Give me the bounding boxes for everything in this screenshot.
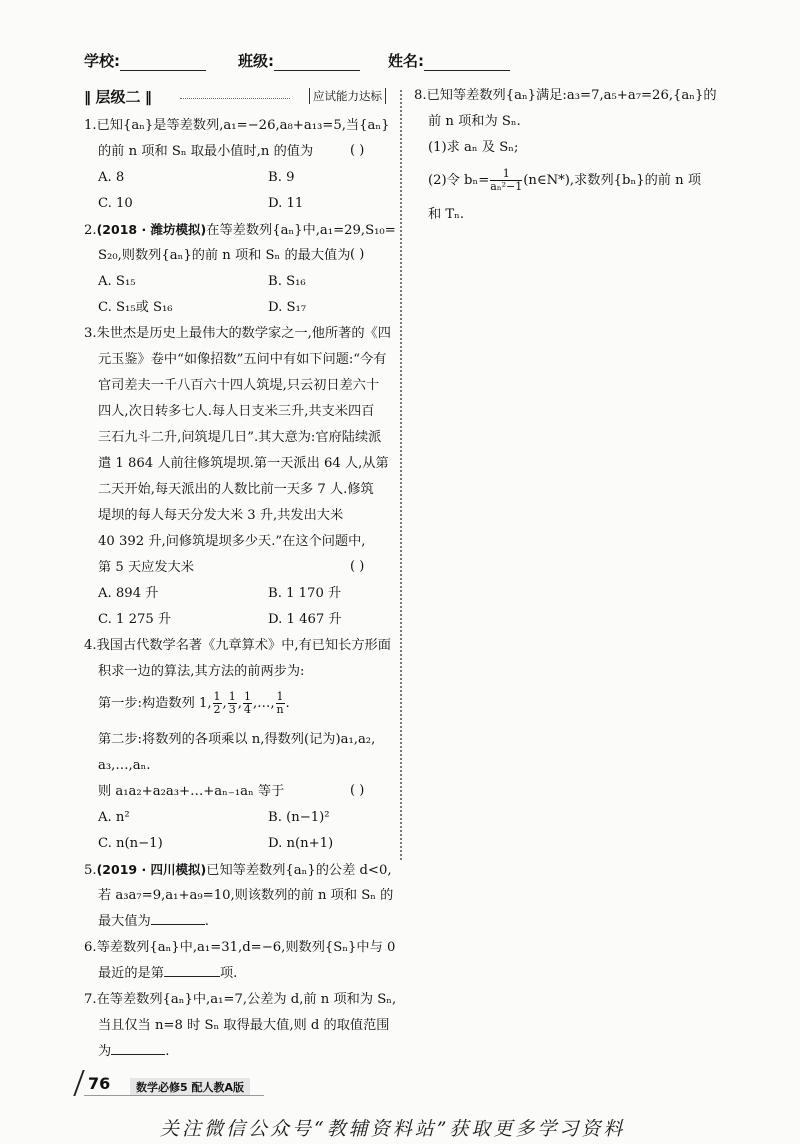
tier-tag: 应试能力达标 — [309, 88, 386, 104]
q1-line-2: 的前 n 项和 Sₙ 取最小值时,n 的值为 — [98, 144, 314, 159]
q3-line: 第 5 天应发大米 — [98, 560, 194, 575]
school-label: 学校: — [84, 52, 120, 70]
fraction-1-4: $\frac{1}{4}$ — [243, 690, 251, 716]
q7-line-1: 7.在等差数列{aₙ}中,a₁=7,公差为 d,前 n 项和为 Sₙ, — [84, 992, 397, 1007]
tier-dotted-rule — [180, 98, 290, 99]
q5-line-1 — [84, 861, 392, 880]
q4-option-b: B. (n−1)² — [268, 810, 330, 825]
q5-line-2: 若 a₃a₇=9,a₁+a₉=10,则该数列的前 n 项和 Sₙ 的 — [98, 888, 394, 903]
q1-answer-paren: ( ) — [350, 143, 365, 158]
q4-option-d: D. n(n+1) — [268, 836, 334, 851]
q2-line-2: S₂₀,则数列{aₙ}的前 n 项和 Sₙ 的最大值为 — [98, 248, 351, 263]
fraction-1-2: $\frac{1}{2}$ — [213, 690, 221, 716]
q5-number: 5. — [84, 863, 97, 878]
q1-option-c: C. 10 — [98, 196, 133, 211]
footer-rule — [84, 1095, 264, 1096]
q2-option-c: C. S₁₅或 S₁₆ — [98, 300, 173, 315]
q8-line-1: 8.已知等差数列{aₙ}满足:a₃=7,a₅+a₇=26,{aₙ}的 — [414, 88, 717, 103]
q1-option-a: A. 8 — [98, 170, 125, 185]
q1-line-1: 1.已知{aₙ}是等差数列,a₁=−26,a₈+a₁₃=5,当{aₙ} — [84, 118, 390, 133]
q3-option-c: C. 1 275 升 — [98, 612, 172, 627]
class-label: 班级: — [238, 52, 274, 70]
q3-line: 四人,次日转多七人.每人日支米三升,共支米四百 — [98, 404, 375, 419]
book-title: 数学必修5 配人教A版 — [130, 1078, 250, 1096]
class-field — [238, 50, 360, 71]
q8-line-2: 前 n 项和为 Sₙ. — [428, 114, 521, 129]
q4-step-2-cont: a₃,…,aₙ. — [98, 758, 151, 773]
answer-blank[interactable] — [151, 923, 205, 925]
q8-part-2: (2)令 bₙ= $\frac{1}{\text{aₙ²−1}}$ (n∈N*),求数列{bₙ}的前 n 项 — [428, 167, 702, 193]
q8-part-1: (1)求 aₙ 及 Sₙ; — [428, 140, 519, 155]
q1-option-b: B. 9 — [268, 170, 295, 185]
fraction-1-n: $\frac{1}{n}$ — [276, 690, 284, 716]
q3-answer-paren: ( ) — [350, 559, 365, 574]
school-field — [84, 50, 206, 71]
q3-line: 官司差夫一千八百六十四人筑堤,只云初日差六十 — [98, 378, 380, 393]
q3-line: 二天开始,每天派出的人数比前一天多 7 人.修筑 — [98, 482, 374, 497]
tier-banner — [84, 86, 386, 110]
q6-line-2: 最近的是第 项. — [98, 966, 238, 981]
q3-line: 40 392 升,问修筑堤坝多少天.”在这个问题中, — [98, 534, 366, 549]
page-number: 76 — [88, 1074, 111, 1093]
answer-blank[interactable] — [111, 1053, 165, 1055]
q4-step-1-text: 第一步:构造数列 1, — [98, 696, 212, 711]
q5-text-1: 已知等差数列{aₙ}的公差 d<0, — [206, 863, 392, 878]
class-blank — [274, 56, 360, 71]
q4-line-2: 积求一边的算法,其方法的前两步为: — [98, 664, 305, 679]
q8-part-2-cont: 和 Tₙ. — [428, 207, 465, 222]
q2-answer-paren: ( ) — [350, 247, 365, 262]
school-blank — [120, 56, 206, 71]
q3-line: 遣 1 864 人前往修筑堤坝.第一天派出 64 人,从第 — [98, 456, 389, 471]
tier-bars-left: ‖ — [84, 90, 91, 106]
fraction-bn: $\frac{1}{\text{aₙ²−1}}$ — [490, 167, 523, 193]
q2-line-1 — [84, 221, 396, 240]
q7-line-2: 当且仅当 n=8 时 Sₙ 取得最大值,则 d 的取值范围 — [98, 1018, 390, 1033]
q3-option-b: B. 1 170 升 — [268, 586, 342, 601]
q7-line-3: 为 . — [98, 1044, 170, 1059]
q4-answer-paren: ( ) — [350, 783, 365, 798]
q4-step-2: 第二步:将数列的各项乘以 n,得数列(记为)a₁,a₂, — [98, 732, 376, 747]
fraction-1-3: $\frac{1}{3}$ — [228, 690, 236, 716]
q3-line: 3.朱世杰是历史上最伟大的数学家之一,他所著的《四 — [84, 326, 391, 341]
q4-option-c: C. n(n−1) — [98, 836, 163, 851]
q2-option-b: B. S₁₆ — [268, 274, 306, 289]
q4-then: 则 a₁a₂+a₂a₃+…+aₙ₋₁aₙ 等于 — [98, 784, 285, 799]
q3-line: 堤坝的每人每天分发大米 3 升,共发出大米 — [98, 508, 344, 523]
q3-line: 元玉鉴》卷中“如像招数”五问中有如下问题:“今有 — [98, 352, 387, 367]
column-divider — [400, 90, 402, 860]
answer-blank[interactable] — [164, 975, 220, 977]
q6-line-1: 6.等差数列{aₙ}中,a₁=31,d=−6,则数列{Sₙ}中与 0 — [84, 940, 396, 955]
watermark: 关注微信公众号“教辅资料站”获取更多学习资料 — [160, 1118, 626, 1140]
q4-line-1: 4.我国古代数学名著《九章算术》中,有已知长方形面 — [84, 638, 391, 653]
q3-option-d: D. 1 467 升 — [268, 612, 342, 627]
q2-option-d: D. S₁₇ — [268, 300, 307, 315]
q4-option-a: A. n² — [98, 810, 130, 825]
q4-step-1: 第一步:构造数列 1, $\frac{1}{2}$ , $\frac{1}{3}$ , $\frac{1}{4}$ ,…, $\frac{1}{n}$ . — [98, 690, 290, 716]
name-field — [388, 50, 510, 71]
q2-option-a: A. S₁₅ — [98, 274, 136, 289]
q2-number: 2. — [84, 223, 97, 238]
q3-line: 三石九斗二升,问筑堤几日”.其大意为:官府陆续派 — [98, 430, 382, 445]
name-label: 姓名: — [388, 52, 424, 70]
q2-text-1: 在等差数列{aₙ}中,a₁=29,S₁₀= — [206, 223, 396, 238]
q5-source: (2019 · 四川模拟) — [96, 862, 207, 877]
q1-option-d: D. 11 — [268, 196, 304, 211]
footer-slash — [73, 1070, 84, 1096]
q5-line-3: 最大值为 . — [98, 914, 209, 929]
q3-option-a: A. 894 升 — [98, 586, 159, 601]
tier-title: 层级二 — [95, 88, 141, 106]
tier-bars-right: ‖ — [144, 90, 152, 106]
q2-source: (2018 · 潍坊模拟) — [96, 222, 207, 237]
name-blank — [424, 56, 510, 71]
